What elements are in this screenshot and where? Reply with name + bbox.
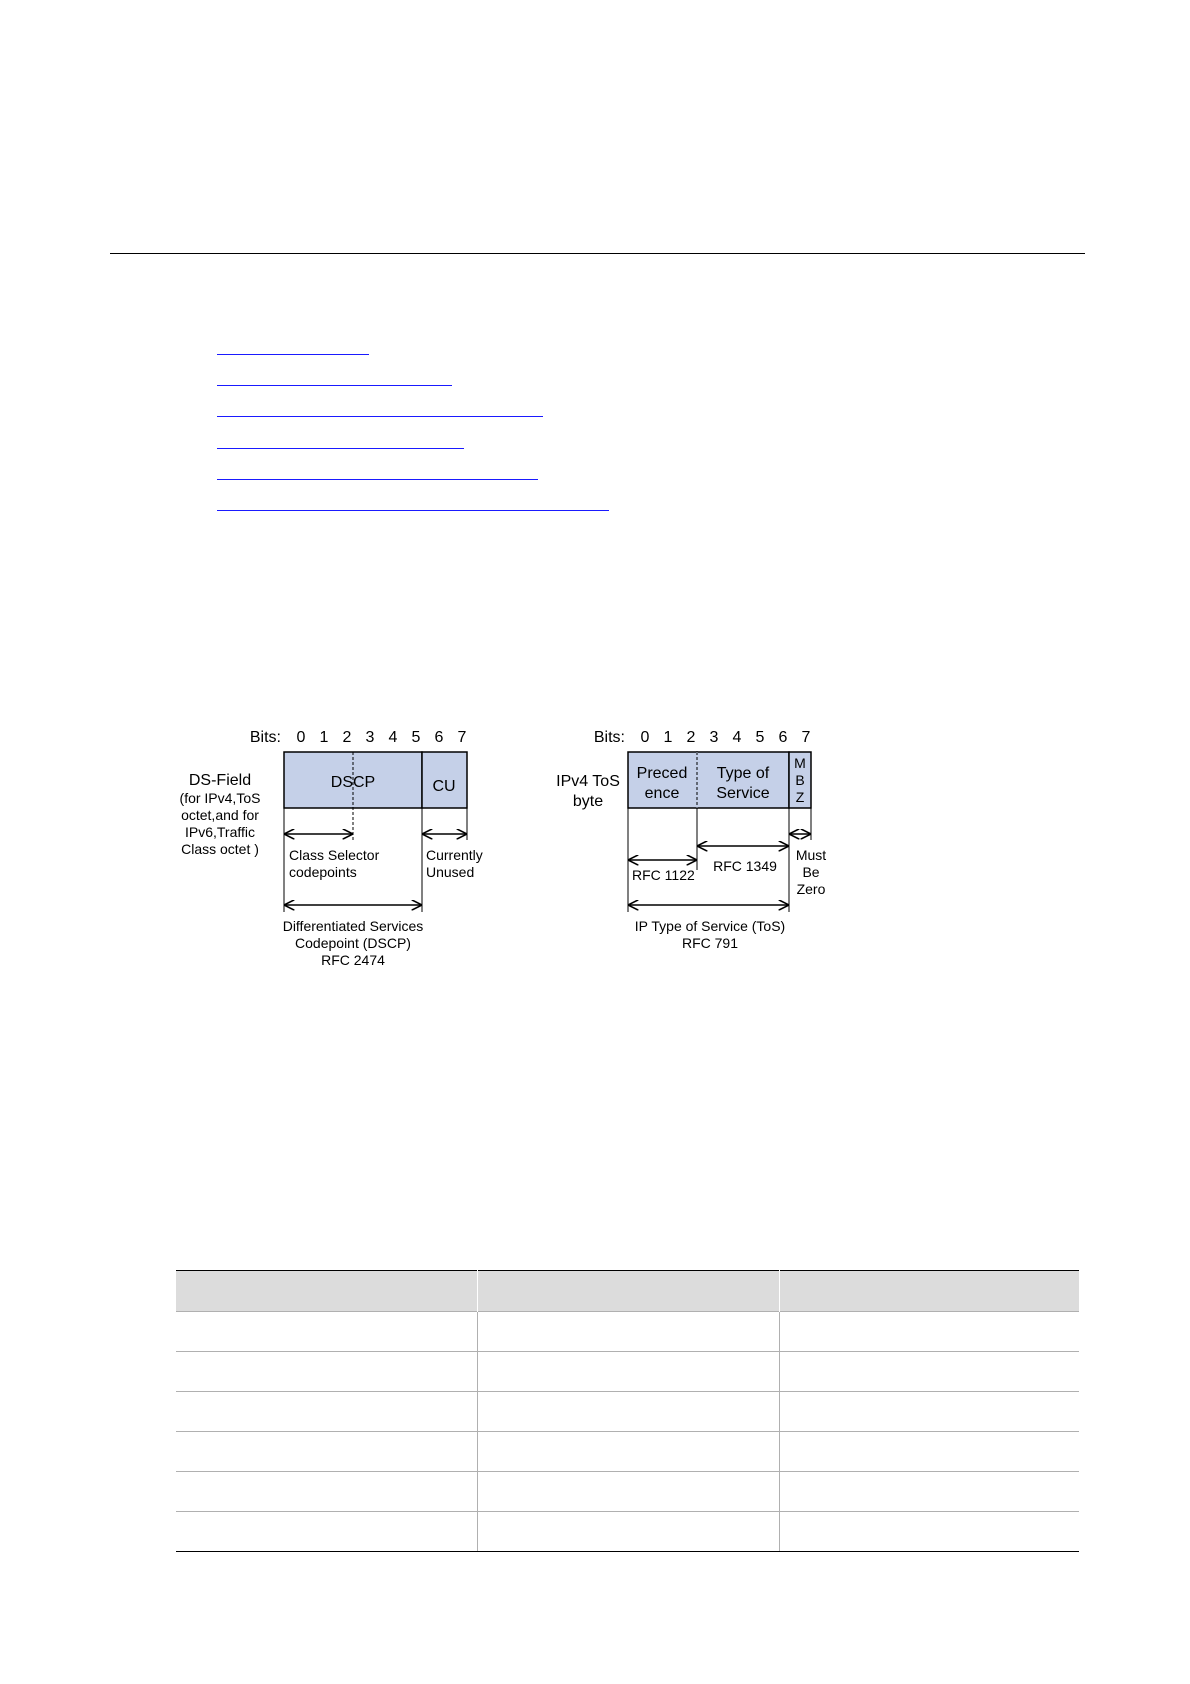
table-cell [478, 1312, 779, 1352]
ds-bit-0: 0 [296, 729, 306, 746]
table-cell [176, 1432, 478, 1472]
tos-bit-2: 2 [686, 729, 696, 746]
table-cell [478, 1392, 779, 1432]
ds-field-sublabel-2: octet,and for [181, 807, 259, 823]
dscp-field-label: DSCP [330, 774, 376, 791]
data-table [176, 1270, 1079, 1552]
ds-field-sublabel-3: IPv6,Traffic [184, 824, 256, 840]
tos-field-label-2: Service [716, 785, 770, 802]
table-row [176, 1352, 1079, 1392]
dscp-caption-1: Differentiated Services [282, 918, 424, 934]
table-cell [779, 1392, 1079, 1432]
mbz-label-3: Z [795, 789, 805, 805]
table-cell [779, 1352, 1079, 1392]
ds-bit-3: 3 [365, 729, 375, 746]
tos-field-label-1: Type of [716, 765, 770, 782]
rfc1349-label: RFC 1349 [713, 858, 777, 874]
tos-label-2: byte [572, 793, 604, 810]
table-row [176, 1472, 1079, 1512]
table-row [176, 1392, 1079, 1432]
precedence-label-2: ence [644, 785, 680, 802]
class-selector-label-2: codepoints [289, 864, 357, 880]
table-cell [779, 1512, 1079, 1552]
table-cell [478, 1432, 779, 1472]
table-cell [478, 1472, 779, 1512]
table-cell [176, 1472, 478, 1512]
table-row [176, 1312, 1079, 1352]
ds-field-sublabel-4: Class octet ) [181, 841, 259, 857]
table-cell [478, 1512, 779, 1552]
ds-bit-1: 1 [319, 729, 329, 746]
table-cell [779, 1312, 1079, 1352]
ds-field-sublabel-1: (for IPv4,ToS [179, 790, 261, 806]
table-cell [176, 1312, 478, 1352]
dscp-caption-3: RFC 2474 [321, 952, 385, 968]
table-cell [779, 1432, 1079, 1472]
ds-field-label: DS-Field [188, 772, 252, 789]
class-selector-label-1: Class Selector [289, 847, 380, 863]
must-be-zero-3: Zero [796, 881, 826, 897]
ds-bit-5: 5 [411, 729, 421, 746]
tos-bit-1: 1 [663, 729, 673, 746]
dscp-caption-2: Codepoint (DSCP) [295, 935, 411, 951]
table-row [176, 1512, 1079, 1552]
tos-bit-7: 7 [801, 729, 811, 746]
tos-bit-3: 3 [709, 729, 719, 746]
table-cell [779, 1472, 1079, 1512]
table-row [176, 1432, 1079, 1472]
precedence-label-1: Preced [636, 765, 688, 782]
tos-label-1: IPv4 ToS [556, 773, 620, 790]
ds-bits-label: Bits: [249, 729, 281, 746]
table-header-cell [176, 1271, 478, 1312]
currently-unused-label-2: Unused [426, 864, 475, 880]
table-cell [176, 1352, 478, 1392]
tos-caption-1: IP Type of Service (ToS) [634, 918, 786, 934]
cu-field-label: CU [432, 778, 456, 795]
tos-bit-4: 4 [732, 729, 742, 746]
table-header-cell [478, 1271, 779, 1312]
currently-unused-label-1: Currently [426, 847, 483, 863]
tos-caption-2: RFC 791 [681, 935, 739, 951]
table-cell [176, 1392, 478, 1432]
rfc1122-label: RFC 1122 [632, 867, 695, 883]
tos-bit-0: 0 [640, 729, 650, 746]
mbz-label-2: B [795, 772, 805, 788]
tos-bits-label: Bits: [593, 729, 625, 746]
table-header-row [176, 1271, 1079, 1312]
tos-bit-6: 6 [778, 729, 788, 746]
ds-bit-6: 6 [434, 729, 444, 746]
ds-bit-4: 4 [388, 729, 398, 746]
ds-bit-7: 7 [457, 729, 467, 746]
must-be-zero-1: Must [795, 847, 827, 863]
must-be-zero-2: Be [802, 864, 820, 880]
table-cell [478, 1352, 779, 1392]
table-cell [176, 1512, 478, 1552]
ds-bit-2: 2 [342, 729, 352, 746]
tos-bit-5: 5 [755, 729, 765, 746]
table-header-cell [779, 1271, 1079, 1312]
mbz-label-1: M [794, 755, 806, 771]
